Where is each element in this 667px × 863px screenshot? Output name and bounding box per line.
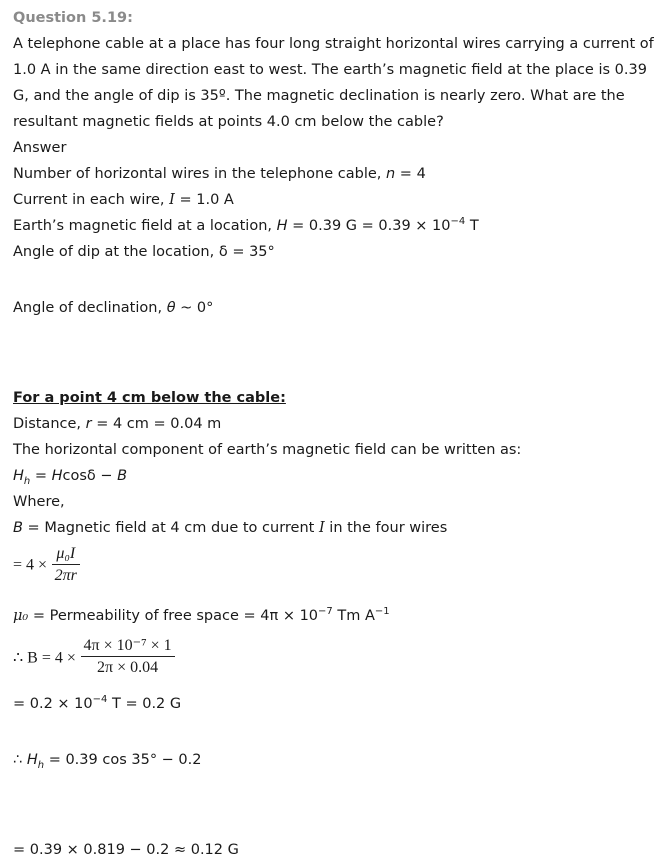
b-definition: B = Magnetic field at 4 cm due to current I in the four wires <box>13 520 448 536</box>
question-line-2: 1.0 A in the same direction east to west. The earth’s magnetic field at the place is 0.39 <box>13 62 647 78</box>
mu-definition: μ₀ = Permeability of free space = $4\pi \times 10^{-7}$ Tm $A^{-1}$ <box>13 606 390 624</box>
section-title: For a point 4 cm below the cable: <box>13 390 286 406</box>
question-heading: Question 5.19: <box>13 10 133 26</box>
distance-line: Distance, r = 4 cm = 0.04 m <box>13 416 222 432</box>
question-line-3: G, and the angle of dip is 35º. The magnetic declination is nearly zero. What are the <box>13 88 625 104</box>
question-line-4: resultant magnetic fields at points 4.0 cm below the cable? <box>13 114 444 130</box>
fraction-mu-i-over-2pir: $\frac{\text{μ₀I}}{2\pi r}$ <box>52 544 80 587</box>
equation-b-substituted: ∴ B = 4 × $\frac{\text{4π × 10⁻⁷ × 1}}{2\pi \times 0.04}$ <box>13 636 175 679</box>
hh-equation: $H_h = Hcos\delta - B$ <box>13 468 128 487</box>
given-declination: Angle of declination, θ ~ 0° <box>13 300 214 316</box>
question-line-1: A telephone cable at a place has four long straight horizontal wires carrying a current of <box>13 36 654 52</box>
given-field: Earth’s magnetic field at a location, H = 0.39 $G = 0.39 \times 10^{-4}$ T <box>13 216 479 234</box>
b-result: = $0.2 \times 10^{-4}$ T = 0.2 G <box>13 694 182 712</box>
horizontal-component-text: The horizontal component of earth’s magnetic field can be written as: <box>13 442 522 458</box>
given-dip: Angle of dip at the location, δ = 35° <box>13 244 275 260</box>
given-current: Current in each wire, I = 1.0 A <box>13 192 234 208</box>
fraction-substituted: $\frac{\text{4π × 10⁻⁷ × 1}}{2\pi \times 0.04}$ <box>81 636 175 679</box>
where-label: Where, <box>13 494 65 510</box>
equation-b-formula: = 4 × $\frac{\text{μ₀I}}{2\pi r}$ <box>13 544 80 587</box>
answer-label: Answer <box>13 140 67 156</box>
final-result: = 0.39 × 0.819 − 0.2 ≈ 0.12 G <box>13 842 239 858</box>
given-wires: Number of horizontal wires in the telephone cable, n = 4 <box>13 166 426 182</box>
hh-substitution: ∴ $H_h = 0.39$ cos 35° − 0.2 <box>13 752 202 771</box>
